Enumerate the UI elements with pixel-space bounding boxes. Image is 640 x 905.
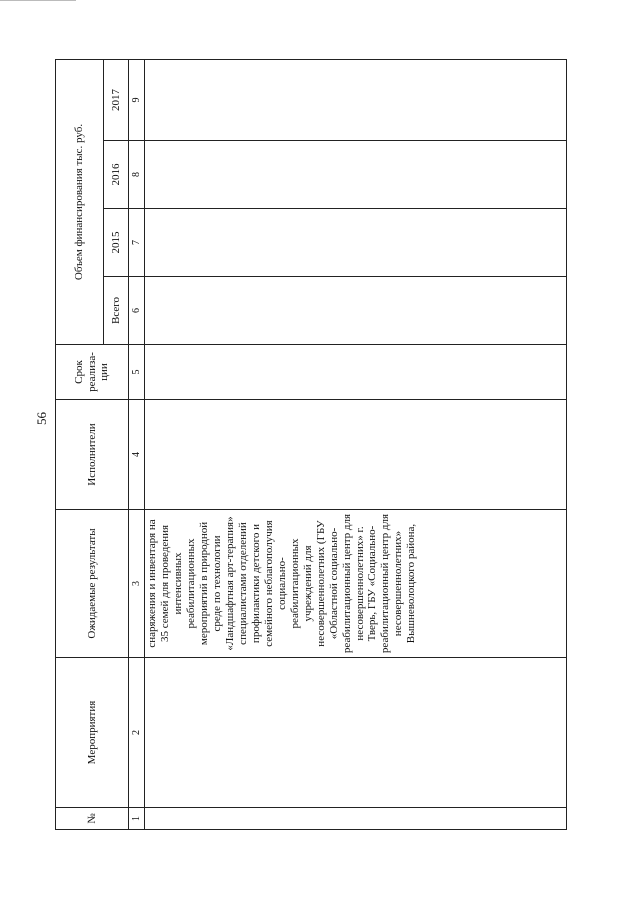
financing-table (55, 59, 567, 830)
column-number-4: 4 (129, 400, 145, 510)
cell-results (145, 510, 567, 658)
header-term: Срок реализа-ции (56, 345, 129, 400)
column-number-1: 1 (129, 808, 145, 830)
header-num: № (56, 808, 129, 830)
expected-results-text: снаряжения и инвентаря на 35 семей для проведения интенсивных реабилитационных мероприятий в природной среде по технологии «Ландшафтная арт-терапия» специалистами отделений профилактики детского и семейного неблагополучия социально-реабилитационных учреждений для несовершеннолетних (ГБУ «Областной социально-реабилитационный центр для несовершеннолетних» г. Тверь, ГБУ «Социально-реабилитационный центр для несовершеннолетних» Вышневолоцкого района, (146, 513, 418, 654)
cell-term (145, 345, 567, 400)
column-number-3: 3 (129, 510, 145, 658)
column-number-5: 5 (129, 345, 145, 400)
column-number-7: 7 (129, 209, 145, 277)
column-number-6: 6 (129, 277, 145, 345)
header-year-2016: 2016 (104, 141, 129, 209)
column-number-8: 8 (129, 141, 145, 209)
rotated-table-container (55, 60, 567, 830)
table-row (145, 59, 567, 829)
header-year-2017: 2017 (104, 59, 129, 140)
top-edge-line (0, 0, 76, 1)
header-results: Ожидаемые результаты (56, 510, 129, 658)
page-number: 56 (34, 412, 49, 425)
cell-executors (145, 400, 567, 510)
column-number-2: 2 (129, 658, 145, 808)
header-executors: Исполнители (56, 400, 129, 510)
header-total: Всего (104, 277, 129, 345)
cell-2015 (145, 209, 567, 277)
header-year-2015: 2015 (104, 209, 129, 277)
cell-num (145, 808, 567, 830)
column-number-9: 9 (129, 59, 145, 140)
cell-total (145, 277, 567, 345)
cell-2017 (145, 59, 567, 140)
cell-2016 (145, 141, 567, 209)
header-financing: Объем финансирования тыс. руб. (56, 59, 104, 344)
header-activities: Мероприятия (56, 658, 129, 808)
cell-activities (145, 658, 567, 808)
